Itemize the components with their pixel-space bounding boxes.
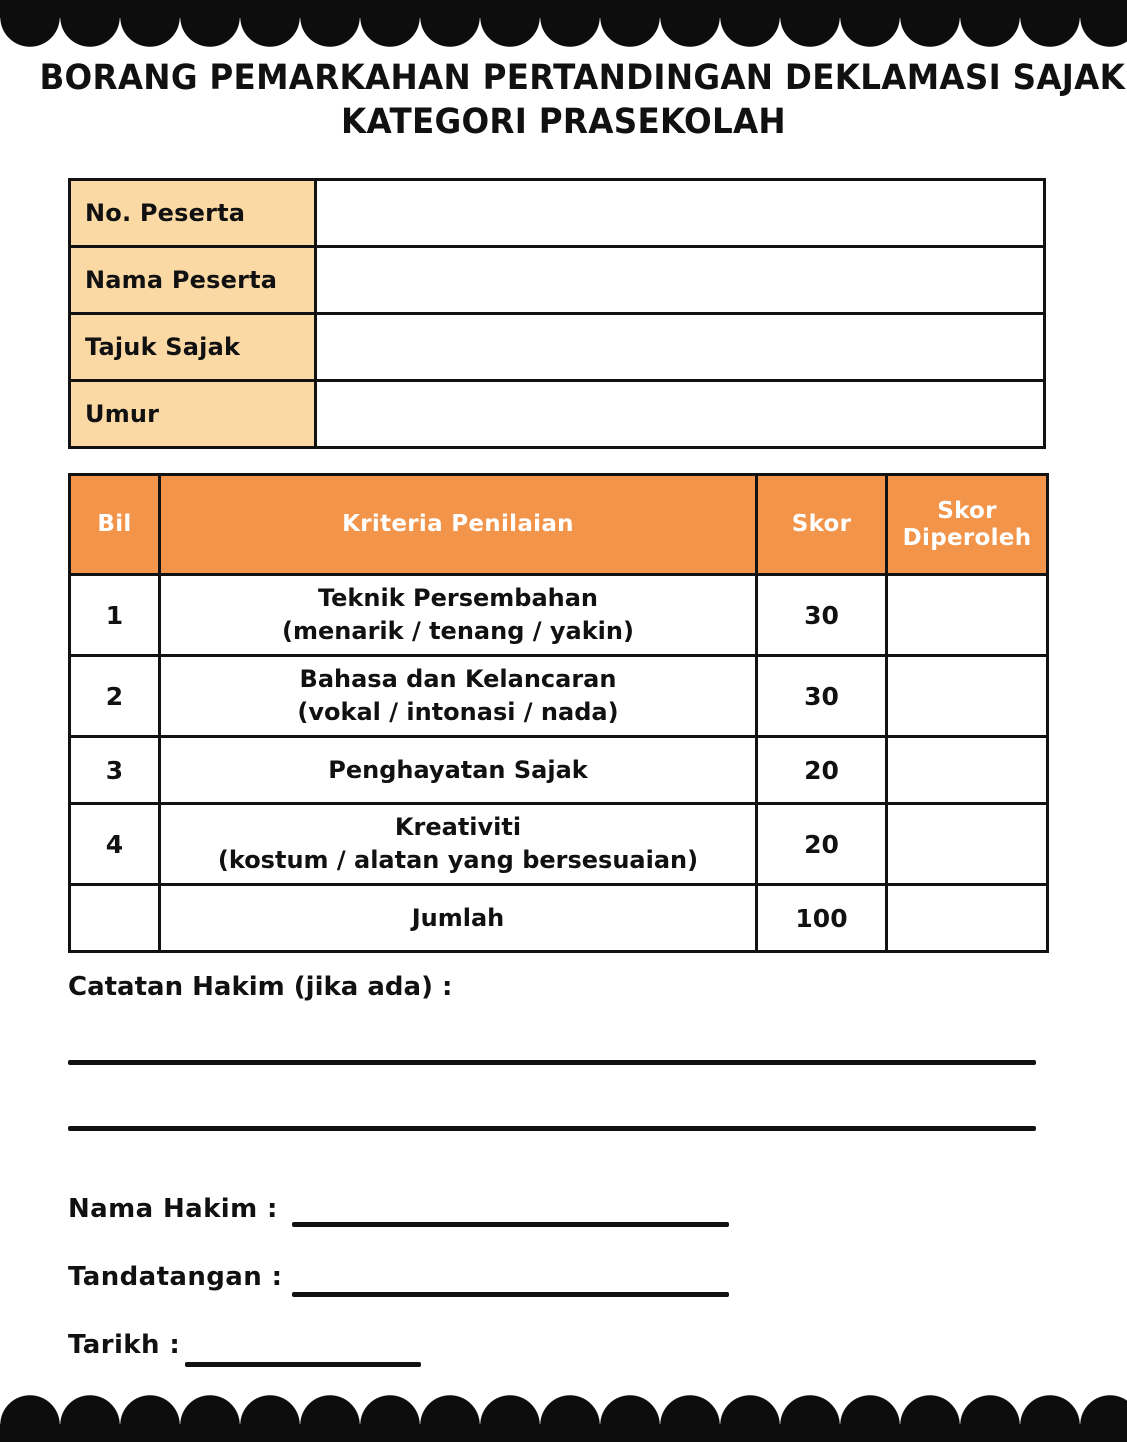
nama-hakim-label: Nama Hakim : [68, 1194, 278, 1224]
column-header-bil: Bil [70, 475, 160, 575]
criteria-row-4-awarded-score[interactable] [887, 804, 1048, 885]
info-field-no-peserta[interactable] [316, 180, 1045, 247]
column-header-skor-diperoleh [887, 475, 1048, 575]
page-title-line-2: KATEGORI PRASEKOLAH [341, 102, 786, 142]
scoring-criteria-table [68, 473, 1049, 953]
criteria-row-1-main: Teknik Persembahan [317, 584, 599, 612]
total-row-label: Jumlah [160, 885, 757, 952]
table-row [70, 180, 1045, 247]
criteria-row-4-max-score: 20 [757, 804, 887, 885]
criteria-row-4-main: Kreativiti [394, 813, 522, 841]
tandatangan-label: Tandatangan : [68, 1262, 283, 1292]
info-label-umur: Umur [70, 381, 316, 448]
info-label-tajuk-sajak: Tajuk Sajak [70, 314, 316, 381]
criteria-row-4-bil: 4 [70, 804, 160, 885]
criteria-row-4-sub: (kostum / alatan yang bersesuaian) [217, 846, 699, 874]
criteria-row-2-description [160, 656, 757, 737]
table-row [70, 247, 1045, 314]
table-header-row [70, 475, 1048, 575]
criteria-row-3-main: Penghayatan Sajak [328, 755, 588, 784]
page-title [0, 56, 1127, 144]
criteria-row-3-max-score: 20 [757, 737, 887, 804]
judge-notes-label: Catatan Hakim (jika ada) : [68, 972, 453, 1002]
criteria-row-2-main: Bahasa dan Kelancaran [299, 665, 617, 693]
scalloped-bottom-border-decoration [0, 1395, 1127, 1442]
criteria-row-1-description [160, 575, 757, 656]
tandatangan-input-line[interactable] [292, 1292, 729, 1297]
criteria-row-2-sub: (vokal / intonasi / nada) [297, 698, 619, 726]
total-row-awarded-score[interactable] [887, 885, 1048, 952]
table-row [70, 575, 1048, 656]
criteria-row-1-max-score: 30 [757, 575, 887, 656]
criteria-row-4-description [160, 804, 757, 885]
info-field-nama-peserta[interactable] [316, 247, 1045, 314]
page-title-line-1: BORANG PEMARKAHAN PERTANDINGAN DEKLAMASI SAJAK [39, 58, 1126, 98]
nama-hakim-input-line[interactable] [292, 1222, 729, 1227]
info-field-umur[interactable] [316, 381, 1045, 448]
criteria-row-3-description [160, 737, 757, 804]
criteria-row-2-awarded-score[interactable] [887, 656, 1048, 737]
criteria-row-2-max-score: 30 [757, 656, 887, 737]
column-header-skor-diperoleh-line-2: Diperoleh [902, 524, 1032, 551]
criteria-row-1-awarded-score[interactable] [887, 575, 1048, 656]
judge-notes-line-2[interactable] [68, 1126, 1036, 1131]
table-row [70, 656, 1048, 737]
table-row-total [70, 885, 1048, 952]
tarikh-label: Tarikh : [68, 1330, 181, 1360]
table-row [70, 381, 1045, 448]
participant-info-table [68, 178, 1046, 449]
criteria-row-3-awarded-score[interactable] [887, 737, 1048, 804]
column-header-skor: Skor [757, 475, 887, 575]
criteria-row-1-sub: (menarik / tenang / yakin) [282, 617, 634, 645]
criteria-row-3-bil: 3 [70, 737, 160, 804]
info-label-nama-peserta: Nama Peserta [70, 247, 316, 314]
column-header-skor-diperoleh-line-1: Skor [937, 497, 997, 524]
table-row [70, 314, 1045, 381]
criteria-row-1-bil: 1 [70, 575, 160, 656]
info-field-tajuk-sajak[interactable] [316, 314, 1045, 381]
table-row [70, 804, 1048, 885]
info-label-no-peserta: No. Peserta [70, 180, 316, 247]
table-row [70, 737, 1048, 804]
scalloped-top-border-decoration [0, 0, 1127, 47]
total-row-bil [70, 885, 160, 952]
column-header-kriteria-penilaian: Kriteria Penilaian [160, 475, 757, 575]
judge-notes-line-1[interactable] [68, 1060, 1036, 1065]
criteria-row-2-bil: 2 [70, 656, 160, 737]
tarikh-input-line[interactable] [185, 1362, 421, 1367]
total-row-max-score: 100 [757, 885, 887, 952]
